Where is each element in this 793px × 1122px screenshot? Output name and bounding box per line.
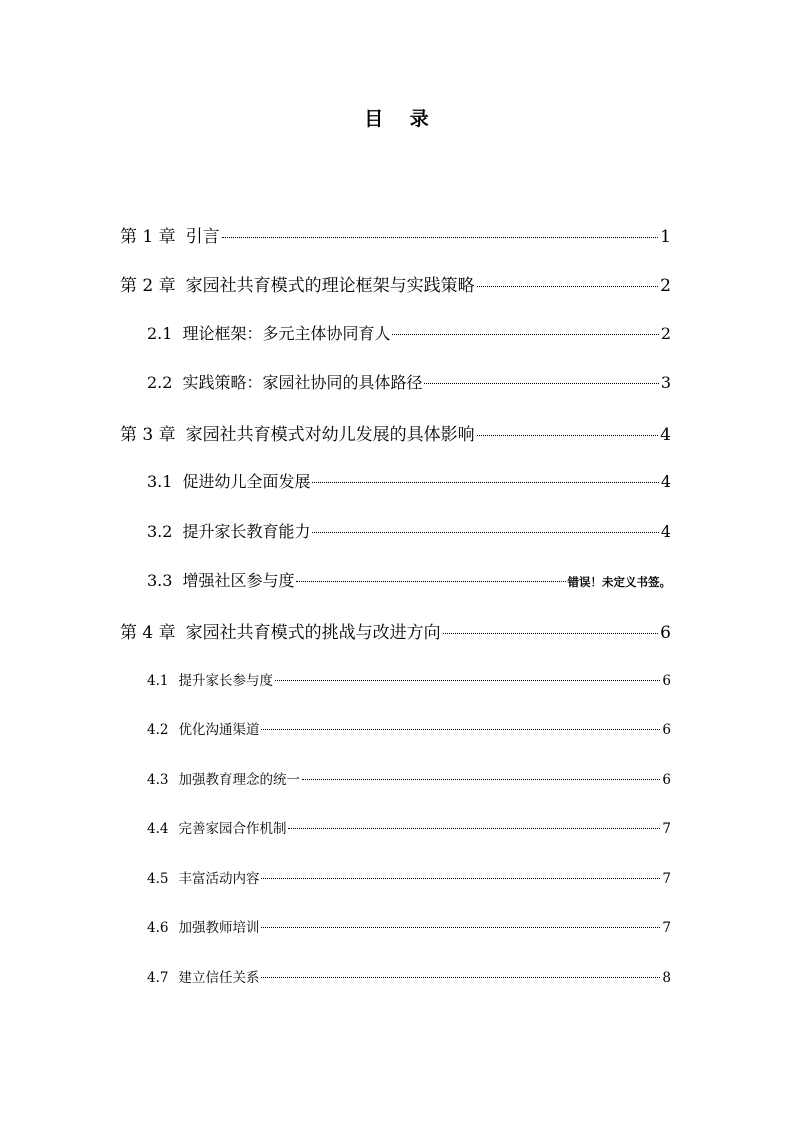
toc-entry-page: 6 (660, 623, 671, 643)
toc-entry-number: 4.2 (147, 722, 169, 738)
dot-leader (312, 532, 658, 533)
toc-entry-title: 建立信任关系 (178, 970, 260, 986)
toc-entry-section-4-6[interactable] (147, 916, 671, 936)
toc-entry-number: 3.3 (147, 571, 173, 590)
toc-entry-title: 加强教师培训 (178, 920, 260, 936)
toc-entry-number: 第 2 章 (120, 276, 176, 296)
toc-entry-section-4-2[interactable] (147, 718, 671, 738)
toc-entry-number: 第 3 章 (120, 425, 176, 445)
dot-leader (296, 581, 565, 582)
toc-entry-chapter-4[interactable] (120, 618, 671, 643)
toc-entry-title: 家园社共育模式的理论框架与实践策略 (185, 276, 475, 296)
toc-entry-page: 4 (660, 425, 671, 445)
toc-entry-section-4-7[interactable] (147, 966, 671, 986)
toc-entry-title: 家园社共育模式对幼儿发展的具体影响 (185, 425, 475, 445)
toc-entry-page: 6 (662, 722, 671, 738)
toc-entry-section-4-1[interactable] (147, 669, 671, 689)
dot-leader (261, 927, 660, 928)
toc-entry-title: 促进幼儿全面发展 (182, 472, 311, 491)
toc-entry-page: 2 (660, 276, 671, 296)
toc-entry-title: 优化沟通渠道 (178, 722, 260, 738)
toc-entry-title: 理论框架：多元主体协同育人 (182, 324, 391, 343)
dot-leader (261, 977, 660, 978)
toc-entry-page: 4 (660, 522, 671, 541)
toc-entry-page: 6 (662, 673, 671, 689)
toc-entry-page: 6 (662, 772, 671, 788)
toc-entry-title: 提升家长教育能力 (182, 522, 311, 541)
toc-entry-number: 2.1 (147, 324, 173, 343)
toc-entry-section-3-2[interactable] (147, 519, 671, 542)
toc-entry-number: 4.1 (147, 673, 169, 689)
toc-entry-number: 4.3 (147, 772, 169, 788)
toc-entry-number: 4.6 (147, 920, 169, 936)
toc-entry-number: 3.2 (147, 522, 173, 541)
toc-entry-section-3-3[interactable] (147, 568, 671, 591)
toc-entry-section-4-3[interactable] (147, 768, 671, 788)
toc-entry-section-2-2[interactable] (147, 370, 671, 393)
toc-title: 目 录 (364, 108, 439, 130)
dot-leader (477, 286, 659, 287)
toc-entry-chapter-1[interactable] (120, 222, 671, 247)
toc-entry-number: 2.2 (147, 373, 173, 392)
dot-leader (477, 435, 659, 436)
toc-entry-number: 第 4 章 (120, 623, 176, 643)
toc-entry-page: 7 (662, 871, 671, 887)
bookmark-error-text: 错误！未定义书签。 (567, 575, 671, 589)
toc-entry-number: 4.4 (147, 821, 169, 837)
toc-entry-section-4-4[interactable] (147, 817, 671, 837)
toc-entry-chapter-2[interactable] (120, 271, 671, 296)
dot-leader (275, 680, 660, 681)
toc-entry-page: 3 (660, 373, 671, 392)
toc-entry-page: 8 (662, 970, 671, 986)
toc-entry-title: 加强教育理念的统一 (178, 772, 300, 788)
toc-entry-page: 7 (662, 821, 671, 837)
toc-entry-chapter-3[interactable] (120, 420, 671, 445)
toc-entry-title: 家园社共育模式的挑战与改进方向 (185, 623, 441, 643)
toc-entry-title: 提升家长参与度 (178, 673, 273, 689)
toc-entry-title: 丰富活动内容 (178, 871, 260, 887)
dot-leader (392, 334, 658, 335)
toc-entry-page: 7 (662, 920, 671, 936)
dot-leader (222, 237, 659, 238)
toc-entry-title: 增强社区参与度 (182, 571, 295, 590)
toc-entry-page: 4 (660, 472, 671, 491)
dot-leader (261, 878, 660, 879)
toc-entry-number: 4.7 (147, 970, 169, 986)
toc-entry-number: 第 1 章 (120, 227, 176, 247)
toc-entry-section-4-5[interactable] (147, 867, 671, 887)
toc-entry-page: 1 (660, 227, 671, 247)
dot-leader (302, 779, 660, 780)
toc-entry-number: 3.1 (147, 472, 173, 491)
toc-entry-title: 完善家园合作机制 (178, 821, 287, 837)
dot-leader (288, 828, 660, 829)
toc-entry-title: 引言 (185, 227, 220, 247)
dot-leader (261, 729, 660, 730)
dot-leader (312, 482, 658, 483)
toc-entry-section-3-1[interactable] (147, 469, 671, 492)
toc-entry-section-2-1[interactable] (147, 321, 671, 344)
toc-entry-title: 实践策略：家园社协同的具体路径 (182, 373, 423, 392)
dot-leader (443, 633, 659, 634)
toc-entry-number: 4.5 (147, 871, 169, 887)
toc-entry-page: 2 (660, 324, 671, 343)
dot-leader (424, 383, 658, 384)
